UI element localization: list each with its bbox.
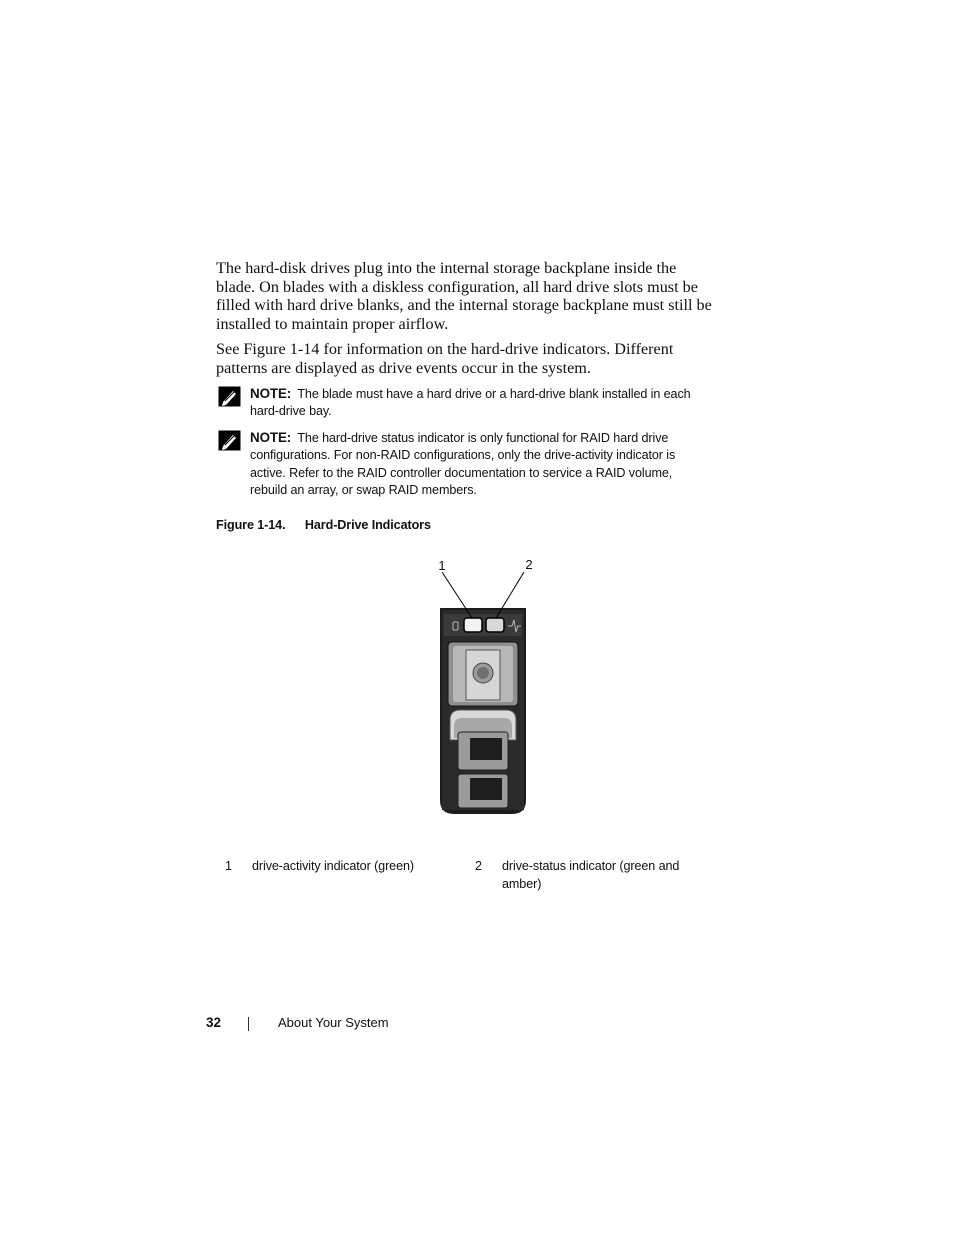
note-label: NOTE: bbox=[250, 430, 292, 445]
note-label: NOTE: bbox=[250, 386, 292, 401]
body-paragraph-2: See Figure 1-14 for information on the hard-drive indicators. Different patterns are displayed as drive events occur in the system. bbox=[216, 340, 674, 377]
footer-section-title: About Your System bbox=[278, 1015, 389, 1030]
vent-lower bbox=[470, 778, 502, 800]
callout-1: 1 bbox=[438, 558, 446, 573]
page-number: 32 bbox=[206, 1015, 222, 1030]
body-paragraph-1: The hard-disk drives plug into the internal storage backplane inside the blade. On blades with a diskless configuration, all hard drive slots must be filled with hard drive blanks, and the internal storage backplane must still be installed to maintain proper airflow. bbox=[216, 259, 712, 334]
vent-upper bbox=[470, 738, 502, 760]
figure-number: Figure 1-14. bbox=[216, 518, 286, 532]
note-pencil-icon bbox=[218, 430, 241, 451]
note-1 bbox=[216, 385, 716, 425]
footer-separator bbox=[248, 1017, 249, 1031]
legend-number-1: 1 bbox=[225, 859, 232, 873]
figure-title: Hard-Drive Indicators bbox=[304, 518, 431, 532]
figure-caption bbox=[216, 518, 431, 532]
legend-text-2: drive-status indicator (green and amber) bbox=[502, 859, 680, 891]
drive-status-indicator bbox=[486, 618, 504, 632]
note-text: The blade must have a hard drive or a hard-drive blank installed in each hard-drive bay. bbox=[250, 387, 691, 419]
drive-activity-indicator bbox=[464, 618, 482, 632]
callout-2: 2 bbox=[525, 557, 533, 572]
legend-text-1: drive-activity indicator (green) bbox=[252, 859, 414, 873]
note-text: The hard-drive status indicator is only functional for RAID hard drive configurations. For non-RAID configurations, only the drive-activity indicator is active. Refer to the RAID controller documentation to service a RAID volume, rebuild an array, or swap RAID members. bbox=[250, 431, 676, 498]
legend-number-2: 2 bbox=[475, 859, 482, 873]
note-2 bbox=[216, 429, 716, 503]
note-pencil-icon bbox=[218, 386, 241, 407]
hard-drive-figure bbox=[420, 552, 550, 822]
